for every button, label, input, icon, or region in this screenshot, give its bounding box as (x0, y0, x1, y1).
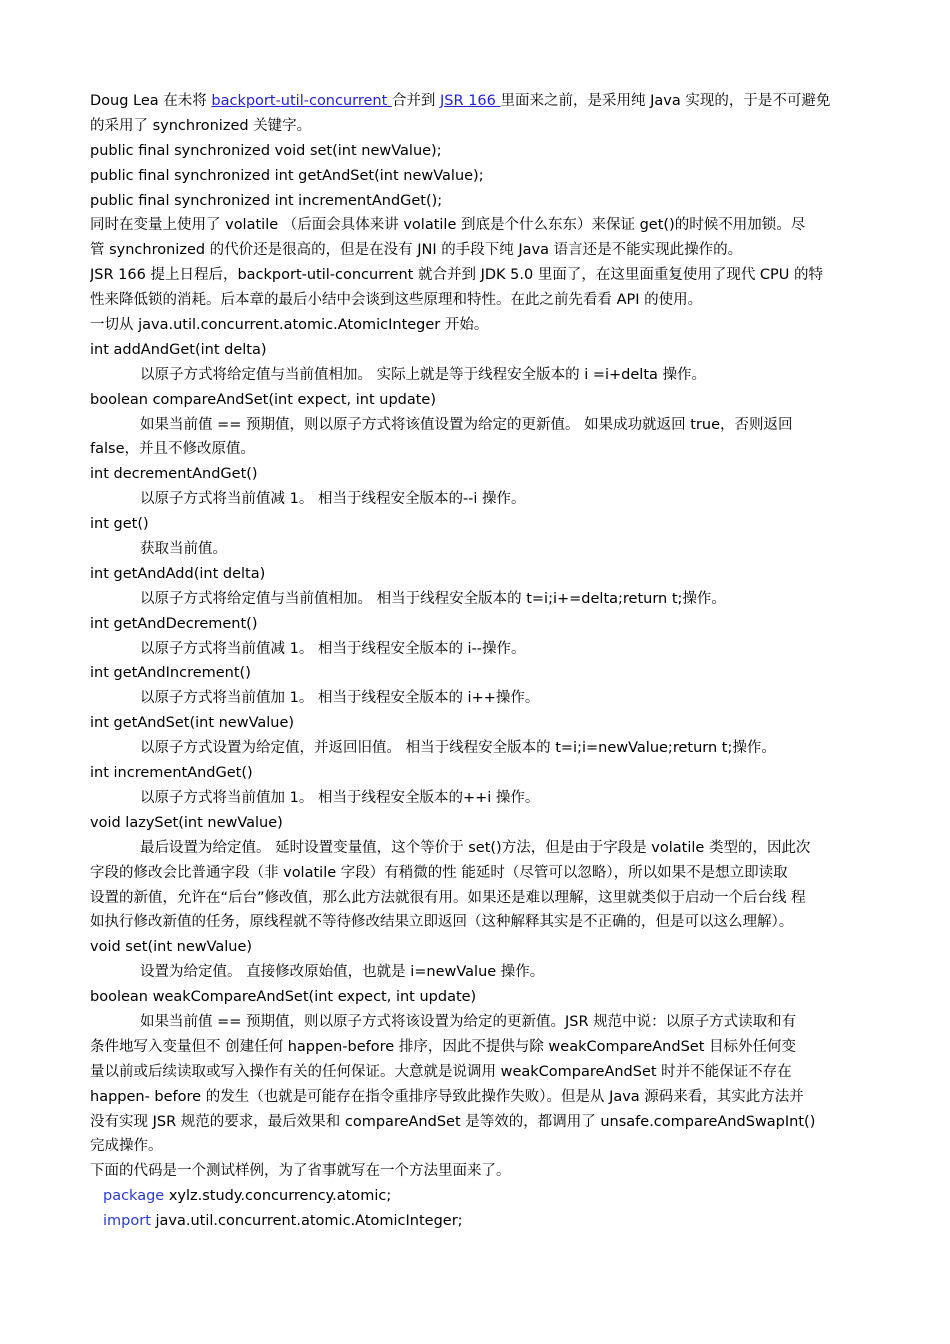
method-description-cont: 设置的新值，允许在“后台”修改值，那么此方法就很有用。如果还是难以理解，这里就类似于启动一个后台线 程 (90, 889, 806, 906)
code-text: java.util.concurrent.atomic.AtomicInteger; (150, 1213, 463, 1230)
code-text: xylz.study.concurrency.atomic; (164, 1188, 392, 1205)
method-description-cont: 字段的修改会比普通字段（非 volatile 字段）有稍微的性 能延时（尽管可以忽略），所以如果不是想立即读取 (90, 864, 788, 881)
method-description: 最后设置为给定值。 延时设置变量值，这个等价于 set()方法，但是由于字段是 volatile 类型的，因此次 (140, 839, 811, 856)
intro-line-2: 的采用了 synchronized 关键字。 (90, 117, 312, 134)
intro-line-1 (90, 89, 862, 114)
intro-text: 合并到 (391, 93, 441, 109)
method-description: 如果当前值 == 预期值，则以原子方式将该设置为给定的更新值。JSR 规范中说：以原子方式读取和有 (140, 1013, 797, 1030)
method-description: 获取当前值。 (140, 541, 227, 558)
method-description: 以原子方式将当前值减 1。 相当于线程安全版本的 i--操作。 (140, 640, 526, 657)
signature-line: public final synchronized int getAndSet(int newValue); (90, 167, 484, 184)
method-description: 如果当前值 == 预期值，则以原子方式将该值设置为给定的更新值。 如果成功就返回 true，否则返回 (140, 416, 793, 433)
method-description-cont: false，并且不修改原值。 (90, 441, 255, 458)
method-signature: int getAndAdd(int delta) (90, 565, 266, 582)
link-backport-util-concurrent[interactable]: backport-util-concurrent (211, 93, 392, 109)
method-signature: int get() (90, 516, 149, 533)
method-description-cont: 量以前或后续读取或写入操作有关的任何保证。大意就是说调用 weakCompareAndSet 时并不能保证不存在 (90, 1063, 792, 1080)
method-description: 以原子方式将给定值与当前值相加。 相当于线程安全版本的 t=i;i+=delta;return t;操作。 (140, 590, 726, 607)
method-description-cont: 完成操作。 (90, 1138, 163, 1155)
method-signature: int getAndIncrement() (90, 665, 251, 682)
method-description-cont: 条件地写入变量但不 创建任何 happen-before 排序，因此不提供与除 weakCompareAndSet 目标外任何变 (90, 1038, 796, 1055)
paragraph-line: 一切从 java.util.concurrent.atomic.AtomicInteger 开始。 (90, 317, 489, 334)
method-signature: boolean compareAndSet(int expect, int update) (90, 391, 437, 408)
method-signature: void set(int newValue) (90, 939, 253, 956)
paragraph-line: 管 synchronized 的代价还是很高的，但是在没有 JNI 的手段下纯 Java 语言还是不能实现此操作的。 (90, 242, 743, 259)
closing-paragraph: 下面的代码是一个测试样例，为了省事就写在一个方法里面来了。 (90, 1163, 511, 1180)
intro-text: 里面来之前，是采用纯 Java 实现的，于是不可避免 (500, 93, 831, 109)
method-description: 设置为给定值。 直接修改原始值，也就是 i=newValue 操作。 (140, 964, 545, 981)
document-page (90, 89, 862, 1234)
method-signature: int addAndGet(int delta) (90, 341, 267, 358)
code-line-import (90, 1209, 862, 1234)
paragraph-line: 同时在变量上使用了 volatile （后面会具体来讲 volatile 到底是个什么东东）来保证 get()的时候不用加锁。尽 (90, 217, 806, 234)
method-signature: int decrementAndGet() (90, 466, 258, 483)
method-description: 以原子方式将给定值与当前值相加。 实际上就是等于线程安全版本的 i =i+delta 操作。 (140, 366, 707, 383)
method-signature: void lazySet(int newValue) (90, 814, 283, 831)
method-description: 以原子方式设置为给定值，并返回旧值。 相当于线程安全版本的 t=i;i=newValue;return t;操作。 (140, 740, 776, 757)
intro-text: Doug Lea 在未将 (90, 93, 212, 109)
method-signature: int incrementAndGet() (90, 765, 253, 782)
link-jsr-166[interactable]: JSR 166 (440, 93, 501, 109)
method-signature: int getAndSet(int newValue) (90, 715, 295, 732)
method-description: 以原子方式将当前值加 1。 相当于线程安全版本的++i 操作。 (140, 789, 540, 806)
method-description-cont: 如执行修改新值的任务，原线程就不等待修改结果立即返回（这种解释其实是不正确的，但是可以这么理解）。 (90, 914, 794, 931)
method-description: 以原子方式将当前值加 1。 相当于线程安全版本的 i++操作。 (140, 690, 540, 707)
signature-line: public final synchronized void set(int newValue); (90, 142, 442, 159)
method-description-cont: happen- before 的发生（也就是可能存在指令重排序导致此操作失败）。但是从 Java 源码来看，其实此方法并 (90, 1088, 804, 1105)
signature-line: public final synchronized int incrementAndGet(); (90, 192, 443, 209)
method-description-cont: 没有实现 JSR 规范的要求，最后效果和 compareAndSet 是等效的，都调用了 unsafe.compareAndSwapInt() (90, 1113, 816, 1130)
code-keyword: package (103, 1188, 165, 1205)
code-keyword: import (103, 1213, 151, 1230)
method-description: 以原子方式将当前值减 1。 相当于线程安全版本的--i 操作。 (140, 491, 526, 508)
method-signature: int getAndDecrement() (90, 615, 258, 632)
paragraph-line: 性来降低锁的消耗。后本章的最后小结中会谈到这些原理和特性。在此之前先看看 API 的使用。 (90, 292, 703, 309)
paragraph-line: JSR 166 提上日程后，backport-util-concurrent 就合并到 JDK 5.0 里面了，在这里面重复使用了现代 CPU 的特 (90, 267, 824, 284)
method-signature: boolean weakCompareAndSet(int expect, int update) (90, 989, 477, 1006)
code-line-package (90, 1184, 862, 1209)
